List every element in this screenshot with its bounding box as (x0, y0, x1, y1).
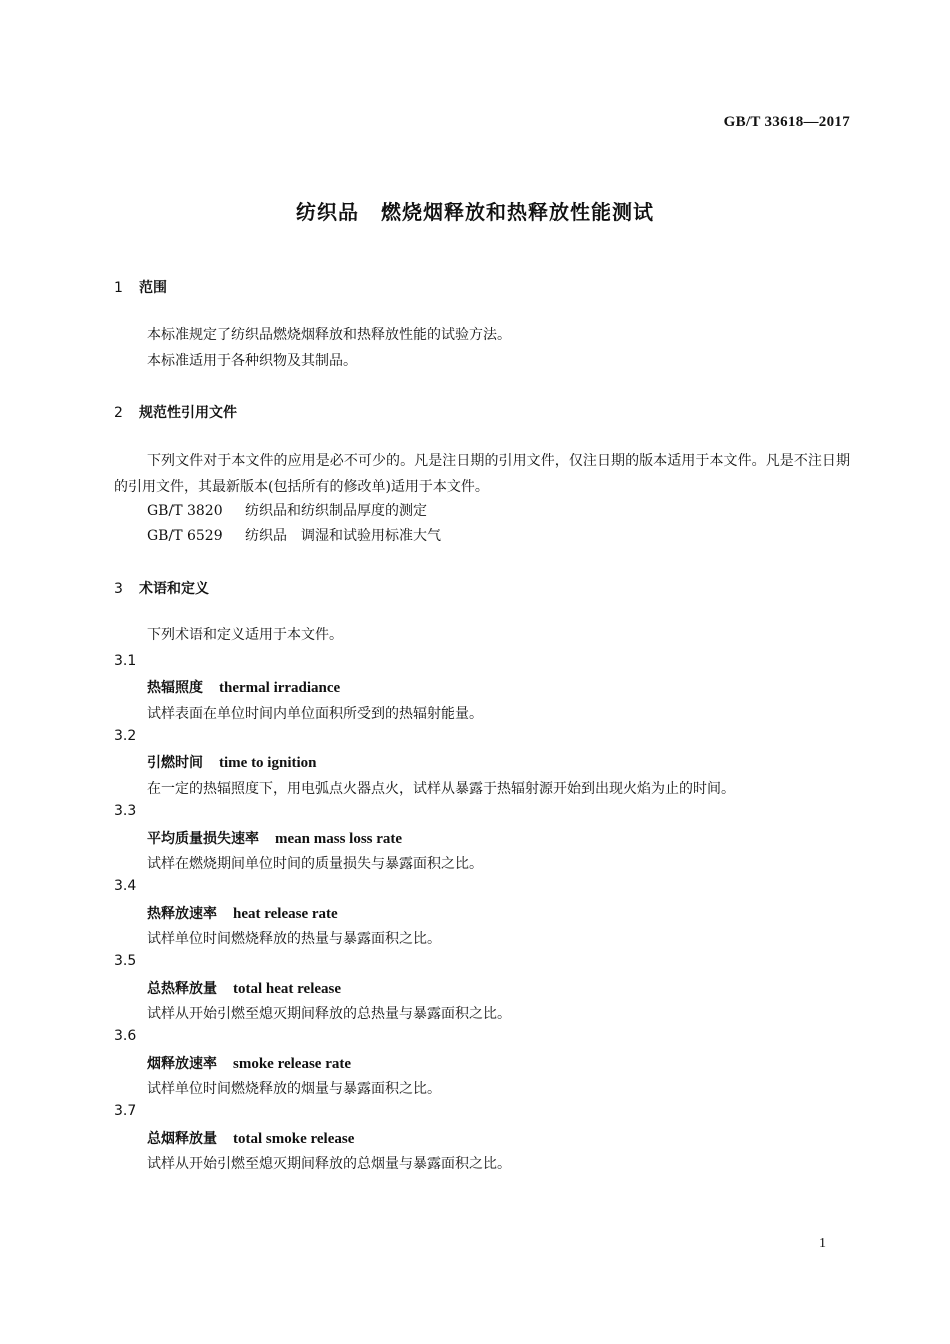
term-definition: 试样在燃烧期间单位时间的质量损失与暴露面积之比。 (147, 856, 483, 872)
term-name-zh: 热释放速率 (147, 906, 217, 922)
term-name-zh: 总热释放量 (147, 981, 217, 997)
term-name-en: mean mass loss rate (275, 831, 403, 847)
term-name-zh: 总烟释放量 (147, 1131, 217, 1147)
page-number: 1 (819, 1236, 826, 1251)
term-name-zh: 平均质量损失速率 (147, 831, 259, 847)
term-name (147, 752, 317, 772)
term-name-zh: 引燃时间 (147, 755, 203, 771)
section-2-heading (114, 402, 237, 422)
standard-number: GB/T 33618—2017 (723, 114, 850, 130)
term-number: 3.6 (114, 1028, 137, 1044)
title-part-2: 燃烧烟释放和热释放性能测试 (381, 200, 654, 224)
term-number: 3.3 (114, 803, 137, 819)
normative-reference (147, 523, 441, 549)
term-definition: 试样单位时间燃烧释放的热量与暴露面积之比。 (147, 931, 441, 947)
reference-title: 纺织品和纺织制品厚度的测定 (245, 503, 427, 519)
term-definition: 试样从开始引燃至熄灭期间释放的总热量与暴露面积之比。 (147, 1006, 511, 1022)
normative-reference (147, 498, 427, 524)
term-name-en: thermal irradiance (219, 680, 341, 696)
term-name-en: smoke release rate (233, 1056, 352, 1072)
term-number: 3.4 (114, 878, 137, 894)
term-name-en: total smoke release (233, 1131, 355, 1147)
section-title: 规范性引用文件 (139, 405, 237, 421)
section-1-paragraph-2: 本标准适用于各种织物及其制品。 (147, 353, 357, 369)
section-number: 1 (114, 280, 123, 296)
term-name (147, 828, 402, 848)
term-name (147, 1053, 351, 1073)
term-name (147, 978, 341, 998)
document-title (0, 196, 950, 225)
reference-title: 纺织品 调湿和试验用标准大气 (245, 528, 441, 544)
section-3-heading (114, 578, 209, 598)
title-part-1: 纺织品 (296, 200, 359, 224)
term-definition: 试样单位时间燃烧释放的烟量与暴露面积之比。 (147, 1081, 441, 1097)
reference-code: GB/T 6529 (147, 528, 223, 544)
section-number: 3 (114, 581, 123, 597)
term-definition: 试样表面在单位时间内单位面积所受到的热辐射能量。 (147, 706, 483, 722)
term-name (147, 1128, 354, 1148)
term-number: 3.2 (114, 728, 137, 744)
term-number: 3.7 (114, 1103, 137, 1119)
term-name-zh: 热辐照度 (147, 680, 203, 696)
section-1-heading (114, 277, 167, 297)
term-definition: 在一定的热辐照度下，用电弧点火器点火，试样从暴露于热辐射源开始到出现火焰为止的时间。 (147, 781, 735, 797)
reference-code: GB/T 3820 (147, 503, 223, 519)
section-2-intro: 下列文件对于本文件的应用是必不可少的。凡是注日期的引用文件，仅注日期的版本适用于本文件。凡是不注日期的引用文件，其最新版本(包括所有的修改单)适用于本文件。 (114, 453, 850, 495)
section-3-intro: 下列术语和定义适用于本文件。 (147, 627, 343, 643)
term-name-en: heat release rate (233, 906, 338, 922)
section-title: 术语和定义 (139, 581, 209, 597)
term-number: 3.1 (114, 653, 137, 669)
term-name (147, 677, 340, 697)
term-number: 3.5 (114, 953, 137, 969)
term-definition: 试样从开始引燃至熄灭期间释放的总烟量与暴露面积之比。 (147, 1156, 511, 1172)
term-name (147, 903, 338, 923)
term-name-zh: 烟释放速率 (147, 1056, 217, 1072)
section-title: 范围 (139, 280, 167, 296)
term-name-en: total heat release (233, 981, 342, 997)
term-name-en: time to ignition (219, 755, 317, 771)
section-1-paragraph-1: 本标准规定了纺织品燃烧烟释放和热释放性能的试验方法。 (147, 327, 511, 343)
section-number: 2 (114, 405, 123, 421)
